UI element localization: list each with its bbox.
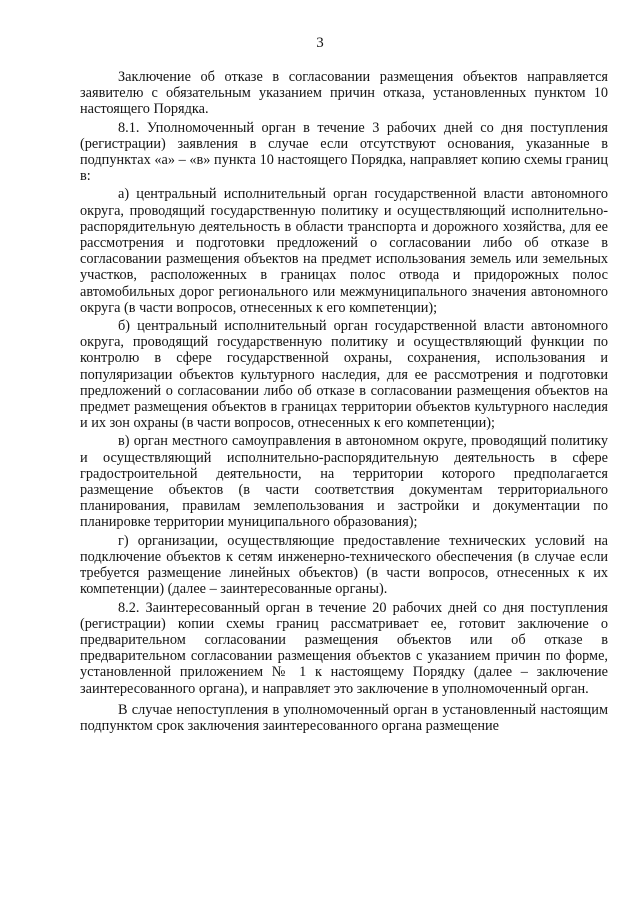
paragraph-8-1-g: г) организации, осуществляющие предоставление технических условий на подключение объектов к сетям инженерно-технического обеспечения (в случае если требуется размещение линейных объектов) (в части вопросов, отнесенных к их компетенции) (далее – заинтересованные органы).: [80, 532, 608, 598]
paragraph-8-1-v: в) орган местного самоуправления в автономном округе, проводящий политику и осуществляющий исполнительно-распорядительную деятельность в сфере градостроительной деятельности, на территории которого предполагается размещение объектов (в части соответствия документам территориального планирования, правилам землепользования и застройки и документации по планировке территории муниципального образования);: [80, 433, 608, 531]
paragraph-refusal-notice: Заключение об отказе в согласовании размещения объектов направляется заявителю с обязательным указанием причин отказа, установленных пунктом 10 настоящего Порядка.: [80, 69, 608, 118]
document-body: [80, 69, 608, 736]
paragraph-8-1-b: б) центральный исполнительный орган государственной власти автономного округа, проводящий государственную политику и осуществляющий функции по контролю в сфере государственной охраны, сохранения, использования и популяризации объектов культурного наследия, для ее рассмотрения и подготовки предложений о согласовании либо об отказе в согласовании размещения объектов на предмет размещения объектов в границах территории объектов культурного наследия и их зон охраны (в части вопросов, отнесенных к его компетенции);: [80, 318, 608, 432]
paragraph-8-1-a: а) центральный исполнительный орган государственной власти автономного округа, проводящий государственную политику и осуществляющий исполнительно-распорядительную деятельность в области транспорта и дорожного хозяйства, для ее рассмотрения и подготовки предложений о согласовании либо об отказе в согласовании размещения объектов на предмет использования земель или земельных участков, расположенных в границах полос отвода и придорожных полос автомобильных дорог регионального или межмуниципального значения автономного округа (в части вопросов, отнесенных к его компетенции);: [80, 186, 608, 316]
paragraph-8-2: 8.2. Заинтересованный орган в течение 20 рабочих дней со дня поступления (регистрации) копии схемы границ рассматривает ее, готовит заключение о предварительном согласовании размещения объектов или об отказе в предварительном согласовании размещения объектов с указанием причин по форме, установленной приложением № 1 к настоящему Порядку (далее – заключение заинтересованного органа), и направляет это заключение в уполномоченный орган.: [80, 599, 608, 697]
page-number: 3: [316, 35, 324, 51]
paragraph-8-1: 8.1. Уполномоченный орган в течение 3 рабочих дней со дня поступления (регистрации) заявления в случае если отсутствуют основания, указанные в подпунктах «а» – «в» пункта 10 настоящего Порядка, направляет копию схемы границ в:: [80, 119, 608, 185]
paragraph-non-receipt: В случае непоступления в уполномоченный орган в установленный настоящим подпунктом срок заключения заинтересованного органа размещение: [80, 701, 608, 734]
